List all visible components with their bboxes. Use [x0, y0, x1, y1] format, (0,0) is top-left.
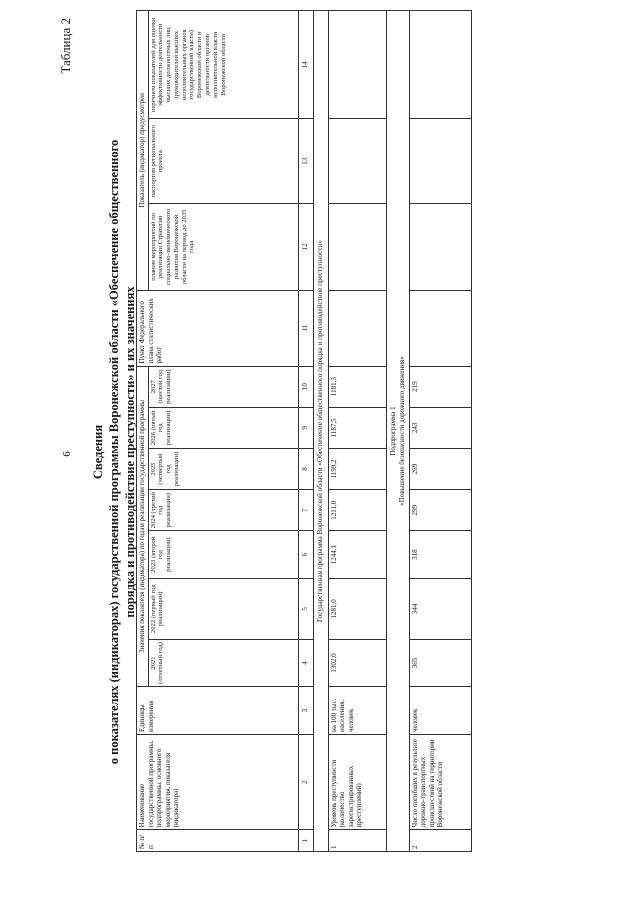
column-numbers-row — [298, 11, 313, 852]
subprogram-label: Подпрограмма 1 — [389, 406, 397, 456]
col-number: 6 — [298, 531, 313, 579]
row-name: Уровень преступности (количество зарегистрированных преступлений) — [328, 734, 386, 829]
header-num: № п/п — [137, 830, 299, 852]
col-number: 1 — [298, 830, 313, 852]
program-title: Государственная программа Воронежской области «Обеспечение общественного порядка и противодействие преступности» — [313, 11, 328, 852]
header-year-2024: 2024 (третий год реализации) — [148, 490, 298, 531]
row-empty-cell — [328, 290, 386, 366]
row-value-2022: 344 — [409, 578, 471, 639]
row-value-2024: 299 — [409, 490, 471, 531]
program-title-row — [313, 11, 328, 852]
row-empty-cell — [409, 204, 471, 291]
row-name: Число погибших в результате дорожно-транспортных происшествий на территории Воронежской области — [409, 734, 471, 829]
col-number: 9 — [298, 407, 313, 448]
row-empty-cell — [409, 290, 471, 366]
header-year-2025: 2025 (четвертый год реализации) — [148, 448, 298, 489]
title-line-3: порядка и противодействие преступности» и их значениях — [123, 286, 137, 618]
row-value-2026: 243 — [409, 407, 471, 448]
col-number: 11 — [298, 290, 313, 366]
row-value-2023: 1244,1 — [328, 531, 386, 579]
col-number: 13 — [298, 119, 313, 204]
header-row-1 — [137, 11, 149, 852]
header-fed-plan: Пункт Федерального плана статистических работ — [137, 290, 299, 366]
row-value-2027: 219 — [409, 366, 471, 407]
col-number: 10 — [298, 366, 313, 407]
col-number: 14 — [298, 11, 313, 119]
header-values-group: Значения показателя (индикатора) по годам реализации государственной программы — [137, 366, 149, 687]
rotated-document-sheet — [20, 12, 620, 892]
col-number: 8 — [298, 448, 313, 489]
col-number: 7 — [298, 490, 313, 531]
row-value-2025: 269 — [409, 448, 471, 489]
col-number: 5 — [298, 578, 313, 639]
title-line-1: Сведения — [91, 424, 105, 480]
header-name: Наименование государственной программы, подпрограммы, основного мероприятия, показателя (индикатора) — [137, 734, 299, 829]
document-title — [90, 12, 138, 892]
row-value-2021: 1302,0 — [328, 639, 386, 687]
subprogram-row — [386, 11, 409, 852]
row-empty-cell — [409, 11, 471, 119]
row-unit: человек — [409, 687, 471, 735]
table-row — [409, 11, 471, 852]
row-value-2022: 1281,0 — [328, 578, 386, 639]
row-empty-cell — [409, 119, 471, 204]
row-value-2023: 318 — [409, 531, 471, 579]
row-value-2025: 1199,2 — [328, 448, 386, 489]
header-year-2027: 2027 (шестой год реализации) — [148, 366, 298, 407]
header-provided-kpi-list: перечнем показателей для оценки эффективности деятельности высших должностных лиц (руководителей высших исполнительных органов государственной власти) Воронежской области и деятельности органов исполнительной власти Воронежской области — [148, 11, 298, 119]
col-number: 4 — [298, 639, 313, 687]
row-unit: на 100 тыс. населения, человек — [328, 687, 386, 735]
row-num: 2 — [409, 830, 471, 852]
header-year-2023: 2023 (второй год реализации) — [148, 531, 298, 579]
header-provided-strategy: планом мероприятий по реализации Стратегии социально-экономического развития Воронежской области на период до 2035 года — [148, 204, 298, 291]
col-number: 2 — [298, 734, 313, 829]
row-value-2024: 1211,0 — [328, 490, 386, 531]
indicators-table — [136, 10, 472, 852]
header-year-2021: 2021 (отчетный год) — [148, 639, 298, 687]
header-unit: Единицы измерения — [137, 687, 299, 735]
row-empty-cell — [328, 204, 386, 291]
subprogram-heading — [386, 11, 409, 852]
table-row — [328, 11, 386, 852]
header-year-2022: 2022 (первый год реализации) — [148, 578, 298, 639]
row-value-2026: 1187,5 — [328, 407, 386, 448]
row-value-2027: 1181,3 — [328, 366, 386, 407]
row-num: 1 — [328, 830, 386, 852]
header-provided-passport: паспортом регионального проекта — [148, 119, 298, 204]
col-number: 3 — [298, 687, 313, 735]
subprogram-title: «Повышение безопасности дорожного движения» — [397, 356, 406, 506]
col-number: 12 — [298, 204, 313, 291]
page-number: 6 — [60, 451, 73, 457]
table-label: Таблица 2 — [58, 18, 73, 74]
row-empty-cell — [328, 119, 386, 204]
header-provided-group: Показатель (индикатор) предусмотрен — [137, 11, 149, 291]
title-line-2: о показателях (индикаторах) государственной программы Воронежской области «Обеспечение общественного — [107, 139, 121, 765]
header-year-2026: 2026 (пятый год реализации) — [148, 407, 298, 448]
row-empty-cell — [328, 11, 386, 119]
row-value-2021: 365 — [409, 639, 471, 687]
